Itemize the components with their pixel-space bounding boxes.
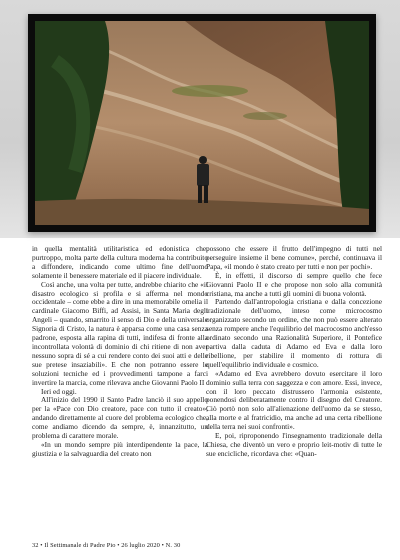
article-column-right <box>206 245 382 459</box>
paragraph: in quella mentalità utilitaristica ed edonistica che, purtroppo, molta parte della cultura moderna ha contribuito a diffondere, indicando come ultimo fine dell'uomo solamente il benessere materiale ed il piacere individuale. <box>32 244 208 280</box>
paragraph: Partendo dall'antropologia cristiana e dalla concezione tradizionale dell'uomo, inteso come microcosmo organizzato secondo un ordine, che non può essere alterato senza rompere anche l'equilibrio del macrocosmo anch'esso ordinato secondo una Razionalità Superiore, il Pontefice partiva dalla caduta di Adamo ed Eva e dalla loro ribellione, per stabilire il momento di rottura di quell'equilibrio individuale e cosmico. <box>206 297 382 369</box>
paragraph: possono che essere il frutto dell'impegno di tutti nel perseguire insieme il bene comune», perché, continuava il Papa, «il mondo è stato creato per tutti e non per pochi». <box>206 244 382 271</box>
paragraph: «In un mondo sempre più interdipendente la pace, la giustizia e la salvaguardia del creato non <box>32 439 208 458</box>
paragraph: All'inizio del 1990 il Santo Padre lanciò il suo appello per la «Pace con Dio creatore, pace con tutto il creato», andando direttamente al cuore del problema ecologico che, come andiamo dicendo da sempre, è, innanzitutto, un problema di carattere morale. <box>32 395 208 441</box>
flood-photo <box>35 21 369 225</box>
paragraph: Ieri ed oggi. <box>41 386 77 396</box>
paragraph: «Adamo ed Eva avrebbero dovuto esercitare il loro dominio sulla terra con saggezza e con amore. Essi, invece, con il loro peccato distrussero l'armonia esistente, ponendosi deliberatamente contro il disegno del Creatore. Ciò portò non solo all'alienazione dell'uomo da se stesso, alla morte e al fratricidio, ma anche ad una certa ribellione della terra nei suoi confronti». <box>206 368 382 432</box>
flood-photo-illustration <box>35 21 369 225</box>
photo-frame <box>28 14 376 232</box>
photo-band <box>0 0 400 238</box>
page-footer: 32 • Il Settimanale di Padre Pio • 26 luglio 2020 • N. 30 <box>32 542 181 549</box>
article-column-left <box>32 245 208 459</box>
paragraph: Così anche, una volta per tutte, andrebbe chiarito che «il disastro ecologico si profila e si afferma nel mondo occidentale – come ebbe a dire in una memorabile omelia il cardinale Giacomo Biffi, ad Assisi, in Santa Maria degli Angeli – quando, smarrito il senso di Dio e della universale Signoria di Cristo, la natura è apparsa come una casa senza padrone, esposta alla rapina di tutti, indifesa di fronte alla incontrollata volontà di dominio di chi ritiene di non aver nessuno sopra di sé a cui rendere conto dei suoi atti e delle sue pretese insaziabili». E che non potranno essere le soluzioni tecniche ed i provvedimenti tampone a farci invertire la marcia, come rilevava anche Giovanni Paolo II <box>32 279 208 387</box>
paragraph: E, poi, riproponendo l'insegnamento tradizionale della Chiesa, che diventò un vero e proprio leit-motiv di tutte le sue encicliche, ricordava che: «Quan- <box>206 431 382 458</box>
paragraph: È, in effetti, il discorso di sempre quello che fece Giovanni Paolo II e che propose non solo alla comunità cristiana, ma anche a tutti gli uomini di buona volontà. <box>206 270 382 298</box>
